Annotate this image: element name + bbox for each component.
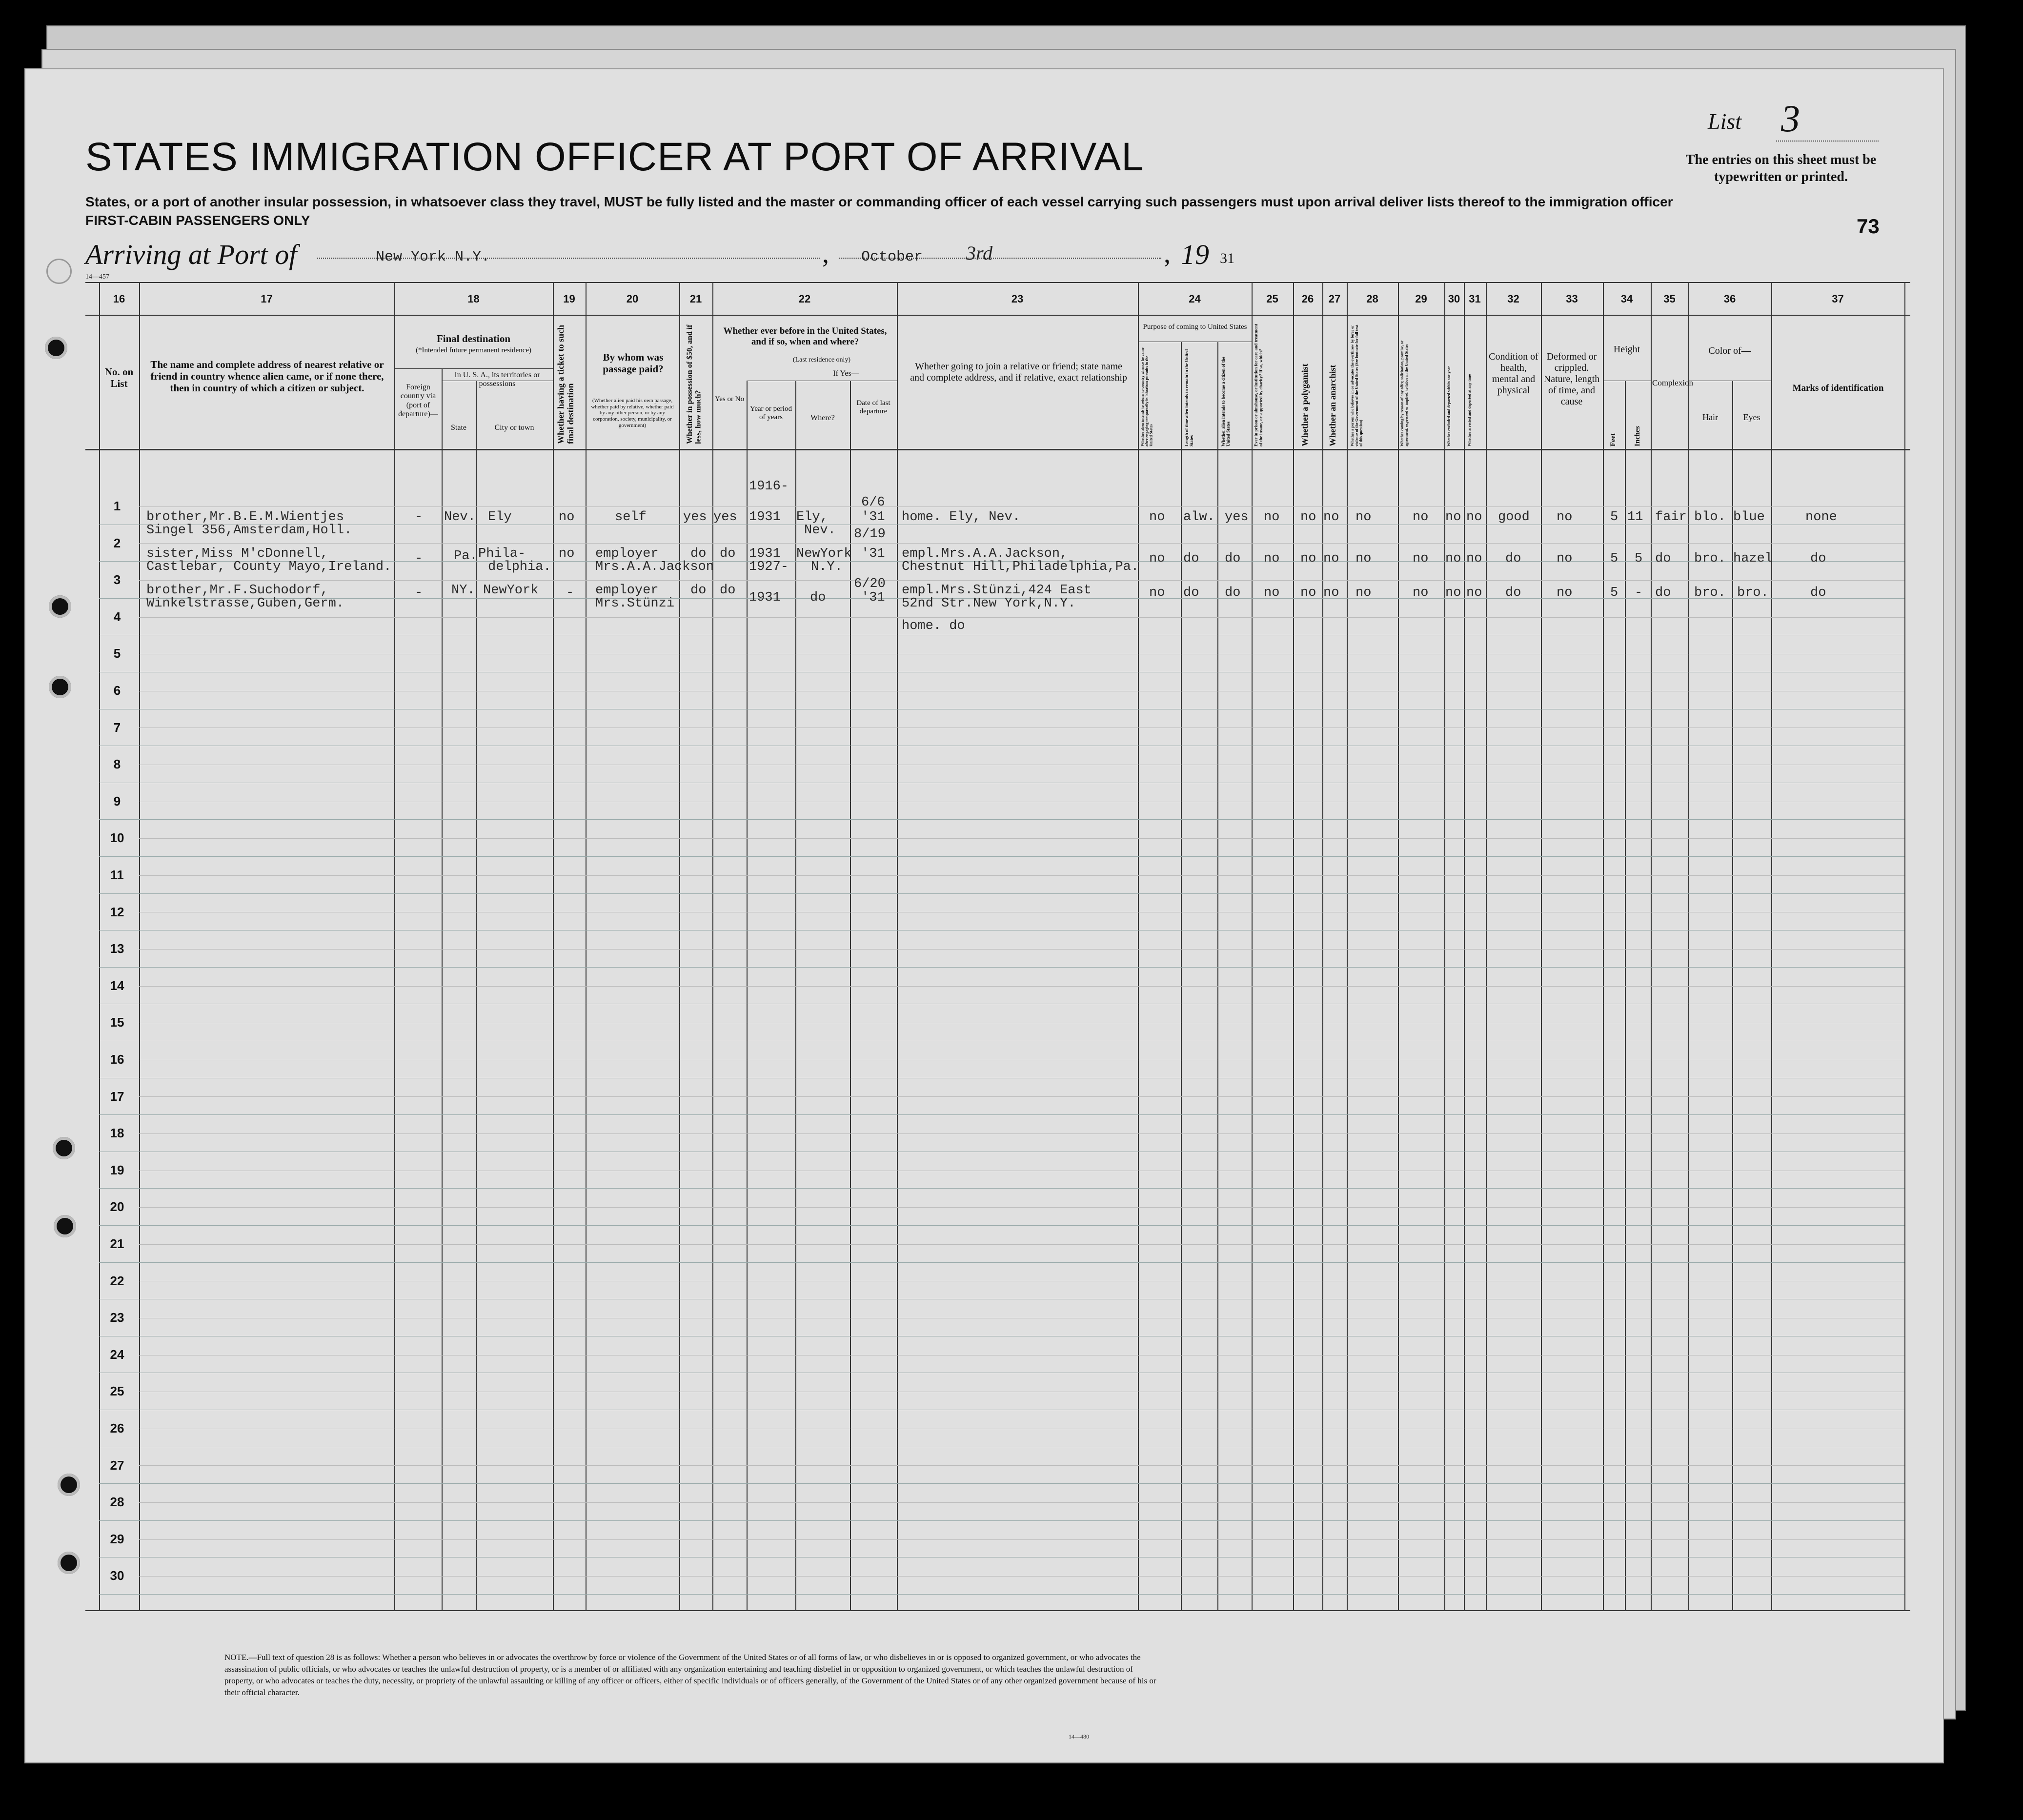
entry-join-2: 52nd Str.New York,N.Y. (902, 596, 1076, 611)
comma: , (822, 239, 829, 269)
col-line (394, 282, 395, 1610)
row-number: 5 (113, 646, 121, 661)
colnum: 24 (1189, 293, 1201, 305)
entry-c31: no (1466, 510, 1482, 525)
header-passage-paid: By whom was passage paid? (603, 351, 664, 375)
col-line (442, 368, 443, 1610)
entry-paid-2: Mrs.Stünzi (595, 596, 675, 611)
colnum: 35 (1663, 293, 1676, 305)
entry-c26: no (1300, 586, 1316, 600)
day-value: 3rd (966, 242, 993, 264)
entry-complexion: do (1655, 551, 1671, 566)
entry-foreign: - (415, 586, 423, 600)
row-subline (139, 1244, 1904, 1245)
header-eyes: Eyes (1743, 412, 1760, 422)
entry-foreign: - (415, 551, 423, 566)
row-number: 17 (110, 1089, 124, 1104)
colnum: 28 (1366, 293, 1378, 305)
subhdr-line (394, 368, 553, 369)
header-in-usa: In U. S. A., its territories or possessions (454, 371, 540, 388)
entry-24b: do (1183, 551, 1199, 566)
entry-feet: 5 (1610, 510, 1618, 525)
row-number: 13 (110, 941, 124, 956)
entry-yes-no: do (720, 546, 736, 561)
entry-paid: employer (595, 546, 659, 561)
entry-ticket: - (566, 586, 574, 600)
punch-hole-icon (49, 676, 71, 698)
entry-health: do (1505, 551, 1521, 566)
entry-feet: 5 (1610, 551, 1618, 566)
header-join-relative: Whether going to join a relative or friend; state name and complete address, and if relative, exact relationship (910, 361, 1127, 383)
page-number: 73 (1857, 215, 1880, 238)
ring-hole-icon (46, 259, 72, 284)
entry-year: 1931 (749, 510, 781, 525)
row-number: 22 (110, 1273, 124, 1288)
row-number: 28 (110, 1495, 124, 1510)
entry-c28: no (1355, 586, 1372, 600)
row-number: 30 (110, 1568, 124, 1583)
colnum: 27 (1328, 293, 1341, 305)
entry-hair: bro. (1694, 586, 1726, 600)
entry-relative: brother,Mr.B.E.M.Wientjes (146, 510, 344, 525)
entry-paid-2: Mrs.A.A.Jackson (595, 560, 714, 574)
header-deformed: Deformed or crippled. Nature, length of time, and cause (1543, 351, 1600, 407)
col-line (1625, 381, 1626, 1610)
header-c27: Whether an anarchist (1328, 364, 1337, 446)
row-line (99, 1188, 1904, 1189)
entry-join: home. Ely, Nev. (902, 510, 1021, 525)
colnum: 32 (1507, 293, 1519, 305)
page-title: STATES IMMIGRATION OFFICER AT PORT OF ARRIVAL (85, 135, 1144, 179)
row-number: 26 (110, 1421, 124, 1436)
colnum: 23 (1011, 293, 1024, 305)
entry-c27: no (1323, 586, 1339, 600)
header-final-destination-note: (*Intended future permanent residence) (416, 346, 531, 354)
entry-city-2: delphia. (488, 560, 551, 574)
entry-inches: - (1635, 586, 1643, 600)
row-number: 16 (110, 1052, 124, 1067)
header-date-departure: Date of last departure (856, 399, 890, 416)
colnum: 16 (113, 293, 125, 305)
colnum: 22 (798, 293, 811, 305)
entry-deformed: no (1557, 551, 1573, 566)
header-c25: Ever in prison or almshouse, or institution for care and treatment of the insane, or supported by charity? If so, which? (1254, 324, 1263, 446)
row-number: 29 (110, 1531, 124, 1546)
col-line (476, 381, 477, 1610)
footnote-form-number: 14—480 (1069, 1733, 1089, 1740)
header-city: City or town (494, 424, 534, 432)
row-number: 20 (110, 1199, 124, 1214)
row-number: 2 (113, 535, 121, 550)
row-number: 7 (113, 720, 121, 735)
header-c31: Whether arrested and deported at any time (1467, 374, 1472, 446)
row-number: 4 (113, 609, 121, 624)
col-line (850, 381, 851, 1610)
row-number: 23 (110, 1310, 124, 1325)
entry-yes-no: yes (713, 510, 737, 525)
row-number: 8 (113, 757, 121, 772)
row-subline (139, 949, 1904, 950)
entry-c27: no (1323, 510, 1339, 525)
entry-c31: no (1466, 551, 1482, 566)
entry-c26: no (1300, 510, 1316, 525)
entry-ticket: no (559, 546, 575, 561)
entry-marks: do (1810, 551, 1826, 566)
entry-eyes: hazel (1733, 551, 1773, 566)
header-year-period: Year or period of years (750, 405, 792, 422)
entry-relative-address: Winkelstrasse,Guben,Germ. (146, 596, 344, 611)
punch-hole-icon (58, 1474, 80, 1496)
row-subline (139, 1207, 1904, 1208)
entry-city: NewYork (483, 583, 539, 598)
colnum: 17 (261, 293, 273, 305)
colnum: 37 (1832, 293, 1844, 305)
header-purpose: Purpose of coming to United States (1143, 323, 1247, 331)
col-line (747, 381, 748, 1610)
entry-date-2: '31 (861, 510, 885, 525)
entry-where-2: N.Y. (811, 560, 843, 574)
header-feet: Feet (1609, 433, 1617, 446)
entry-24c: yes (1225, 510, 1249, 525)
table-bottom (85, 1610, 1910, 1611)
list-label: List (1708, 109, 1742, 134)
col-line (139, 282, 140, 1610)
year-value: 31 (1220, 250, 1234, 266)
header-c29: Whether coming by reason of any offer, solicitation, promise, or agreement, expressed or implied, to labor in the United States (1400, 341, 1409, 446)
row-subline (139, 506, 1904, 507)
row-subline (139, 838, 1904, 839)
row-line (99, 967, 1904, 968)
header-possession: Whether in possession of $50, and if less, how much? (686, 324, 703, 444)
row-subline (139, 543, 1904, 544)
entry-state: Nev. (444, 510, 476, 525)
header-no-on-list: No. on List (104, 366, 134, 390)
header-final-destination: Final destination (436, 333, 511, 344)
header-last-residence: (Last residence only) (792, 356, 851, 364)
entry-health: good (1498, 510, 1530, 525)
colnum: 30 (1448, 293, 1460, 305)
row-line (99, 1483, 1904, 1484)
colnum: 29 (1415, 293, 1427, 305)
header-state: State (451, 424, 466, 432)
header-foreign-country: Foreign country via (port of departure)— (398, 383, 438, 419)
entry-c31: no (1466, 586, 1482, 600)
entry-year: 1931 (749, 590, 781, 605)
entry-marks: none (1805, 510, 1837, 525)
entry-24a: no (1149, 586, 1165, 600)
entry-inches: 5 (1635, 551, 1643, 566)
row-subline (139, 875, 1904, 876)
row-number: 10 (110, 830, 124, 846)
col-line (1347, 282, 1348, 1610)
col-line (795, 381, 796, 1610)
entry-state: Pa. (454, 549, 478, 564)
list-number: 3 (1776, 97, 1879, 142)
col-line (99, 282, 100, 1610)
colnum: 34 (1620, 293, 1633, 305)
header-health: Condition of health, mental and physical (1489, 351, 1538, 396)
entry-c29: no (1413, 551, 1429, 566)
entry-join: empl.Mrs.Stünzi,424 East (902, 583, 1092, 598)
header-complexion: Complexion (1652, 378, 1694, 387)
entry-year: 1931 (749, 546, 781, 561)
entry-relative-address: Singel 356,Amsterdam,Holl. (146, 523, 352, 538)
row-number: 6 (113, 683, 121, 698)
header-bottom (85, 449, 1910, 450)
col-line (679, 282, 680, 1610)
col-line (1138, 282, 1139, 1610)
entry-complexion: fair (1655, 510, 1687, 525)
col-line (712, 282, 713, 1610)
entry-join-2: Chestnut Hill,Philadelphia,Pa. (902, 560, 1139, 574)
entry-where: do (810, 590, 826, 605)
entry-date-2: '31 (861, 590, 885, 605)
row-number: 25 (110, 1384, 124, 1399)
port-value: New York N.Y. (376, 249, 490, 265)
header-color-of: Color of— (1708, 345, 1751, 356)
entry-c25: no (1264, 586, 1280, 600)
entry-year-2: 1927- (749, 560, 789, 574)
entry-24b: do (1183, 586, 1199, 600)
entry-possession: do (690, 546, 707, 561)
punch-hole-icon (54, 1215, 76, 1237)
header-where: Where? (810, 414, 835, 422)
entry-relative: brother,Mr.F.Suchodorf, (146, 583, 328, 598)
comma: , (1164, 239, 1171, 269)
entry-deformed: no (1557, 510, 1573, 525)
colnum: 20 (626, 293, 639, 305)
row-number: 1 (113, 499, 121, 513)
col-line (1398, 282, 1399, 1610)
entry-eyes: blue (1733, 510, 1765, 525)
row-number: 27 (110, 1457, 124, 1473)
entry-c30: no (1445, 586, 1461, 600)
col-line (1217, 342, 1218, 1610)
punch-hole-icon (49, 595, 71, 618)
punch-hole-icon (53, 1137, 75, 1159)
entry-24a: no (1149, 510, 1165, 525)
cabin-class: FIRST-CABIN PASSENGERS ONLY (85, 213, 310, 228)
row-line (99, 819, 1904, 820)
entry-state: NY. (451, 583, 475, 598)
header-hair: Hair (1702, 412, 1718, 422)
entry-c28: no (1355, 551, 1372, 566)
entry-foreign: - (415, 510, 423, 525)
entry-c25: no (1264, 551, 1280, 566)
col-line (1293, 282, 1294, 1610)
manifest-sheet (24, 68, 1944, 1763)
row-subline (139, 1576, 1904, 1577)
entry-deformed: no (1557, 586, 1573, 600)
row-number: 21 (110, 1236, 124, 1251)
form-number: 14—457 (85, 273, 109, 281)
row-subline (139, 986, 1904, 987)
entry-24c: do (1225, 551, 1241, 566)
entry-join-3: home. do (902, 619, 965, 633)
entry-feet: 5 (1610, 586, 1618, 600)
col-line (1904, 282, 1905, 1610)
header-relative: The name and complete address of nearest relative or friend in country whence alien came, or if none there, then in country of which a citizen or subject. (150, 359, 384, 394)
entry-date-2: '31 (861, 546, 885, 561)
entry-join: empl.Mrs.A.A.Jackson, (902, 546, 1068, 561)
col-line (586, 282, 587, 1610)
entry-ticket: no (559, 510, 575, 525)
row-subline (139, 617, 1904, 618)
col-line (553, 282, 554, 1610)
header-ever-before: Whether ever before in the United States, and if so, when and where? (723, 326, 887, 347)
entry-c28: no (1355, 510, 1372, 525)
col-line (1464, 282, 1465, 1610)
entry-yes-no: do (720, 583, 736, 598)
entry-where-2: Nev. (804, 523, 836, 538)
entry-c30: no (1445, 510, 1461, 525)
header-c28: Whether a person who believes in or advocates the overthrow by force or violence of the Government of the United States (See footnote for full text of this question) (1350, 324, 1363, 446)
month-value: October (861, 249, 923, 265)
entry-24b: alw. (1183, 510, 1215, 525)
entry-24a: no (1149, 551, 1165, 566)
punch-hole-icon (58, 1552, 80, 1574)
entry-c26: no (1300, 551, 1316, 566)
entry-c30: no (1445, 551, 1461, 566)
entry-inches: 11 (1627, 510, 1643, 525)
entry-where: NewYork (796, 546, 852, 561)
header-c30: Whether excluded and deported within one year (1447, 366, 1451, 446)
entry-c25: no (1264, 510, 1280, 525)
row-line (99, 1114, 1904, 1115)
col-line (1771, 282, 1772, 1610)
row-number: 19 (110, 1162, 124, 1177)
entry-date: 6/6 (861, 495, 885, 510)
col-line (1252, 282, 1253, 1610)
row-subline (139, 1096, 1904, 1097)
header-p24b: Length of time alien intends to remain in the United States (1184, 349, 1194, 446)
entry-hair: bro. (1694, 551, 1726, 566)
colnum: 26 (1301, 293, 1314, 305)
header-inches: Inches (1634, 426, 1641, 446)
col-line (897, 282, 898, 1610)
col-line (1651, 282, 1652, 1610)
entry-relative-address: Castlebar, County Mayo,Ireland. (146, 560, 392, 574)
entry-marks: do (1810, 586, 1826, 600)
row-line (99, 856, 1904, 857)
footnote: NOTE.—Full text of question 28 is as follows: Whether a person who believes in or advocates the overthrow by force or violence of the Government of the United States or of all forms of law, or who disbelieves in or is opposed to organized government, or who advocates the assassination of public officials, or who advocates or teaches the unlawful destruction of property, or is a member of or affiliated with any organization entertaining and teaching disbelief in or opposition to organized government, or which teaches the unlawful destruction of property, or who advocates or teaches the duty, necessity, or propriety of the unlawful assaulting or killing of any officer or officers, either of specific individuals or of officers generally, of the Government of the United States or of any other organized government because of his or their official character. (224, 1653, 1156, 1698)
header-yes-no: Yes or No (714, 395, 745, 403)
row-line (99, 1520, 1904, 1521)
entry-possession: yes (683, 510, 707, 525)
row-number: 9 (113, 793, 121, 809)
row-subline (139, 1133, 1904, 1134)
entry-city: Ely (488, 510, 512, 525)
row-subline (139, 1539, 1904, 1540)
entry-c27: no (1323, 551, 1339, 566)
entry-paid: self (615, 510, 647, 525)
row-number: 18 (110, 1126, 124, 1141)
row-number: 14 (110, 978, 124, 993)
colnum: 21 (689, 293, 702, 305)
entry-eyes: bro. (1737, 586, 1769, 600)
col-line (1603, 282, 1604, 1610)
entry-where: Ely, (796, 510, 828, 525)
colnum: 31 (1469, 293, 1481, 305)
year-prefix: 19 (1181, 239, 1209, 270)
colnum: 19 (563, 293, 575, 305)
row-number: 15 (110, 1015, 124, 1030)
colnum: 25 (1266, 293, 1278, 305)
col-line (1688, 282, 1689, 1610)
colnum: 33 (1566, 293, 1578, 305)
entry-hair: blo. (1694, 510, 1726, 525)
entry-possession: do (690, 583, 707, 598)
row-number: 12 (110, 904, 124, 919)
row-subline (139, 1465, 1904, 1466)
table-top (85, 282, 1910, 283)
row-subline (139, 580, 1904, 581)
row-number: 3 (113, 572, 121, 587)
entry-24c: do (1225, 586, 1241, 600)
row-line (99, 1225, 1904, 1226)
header-p24a: Whether alien intends to return to country whence he came after engaging temporarily in laborious pursuits in the United States (1140, 347, 1153, 446)
col-line (1486, 282, 1487, 1610)
col-line (1444, 282, 1445, 1610)
entry-complexion: do (1655, 586, 1671, 600)
entry-paid: employer (595, 583, 659, 598)
entry-city: Phila- (478, 546, 526, 561)
row-line (99, 1594, 1904, 1595)
entry-date: 6/20 (854, 577, 886, 591)
header-passage-note: (Whether alien paid his own passage, whether paid by relative, whether paid by any other person, or by any corporation, society, municipality, or government) (591, 398, 674, 428)
colnum: 36 (1723, 293, 1736, 305)
colnum-row-bottom (85, 315, 1910, 316)
header-height: Height (1613, 344, 1640, 355)
entry-date: 8/19 (854, 527, 886, 542)
punch-hole-icon (45, 337, 67, 359)
entry-c29: no (1413, 510, 1429, 525)
instructions: The entries on this sheet must be typewritten or printed. (1685, 152, 1877, 184)
col-line (1181, 342, 1182, 1610)
header-if-yes: If Yes— (833, 369, 859, 378)
colnum: 18 (467, 293, 480, 305)
entry-year-top: 1916- (749, 479, 789, 494)
entry-health: do (1505, 586, 1521, 600)
header-marks: Marks of identification (1792, 383, 1884, 393)
page-subtitle: States, or a port of another insular possession, in whatsoever class they travel, MUST be fully listed and the master or commanding officer of each vessel carrying such passengers must upon arrival deliver lists thereof to the immigration officer (85, 194, 1673, 209)
header-p24c: Whether alien intends to become a citizen of the United States (1221, 357, 1231, 446)
row-subline (139, 1502, 1904, 1503)
row-line (99, 1262, 1904, 1263)
entry-c29: no (1413, 586, 1429, 600)
entry-relative: sister,Miss M'cDonnell, (146, 546, 328, 561)
col-line (1541, 282, 1542, 1610)
row-number: 24 (110, 1347, 124, 1362)
header-c26: Whether a polygamist (1300, 364, 1310, 446)
col-line (1322, 282, 1323, 1610)
row-line (99, 893, 1904, 894)
arriving-label: Arriving at Port of (85, 239, 297, 270)
row-number: 11 (110, 868, 124, 882)
header-ticket: Whether having a ticket to such final destination (556, 324, 575, 444)
